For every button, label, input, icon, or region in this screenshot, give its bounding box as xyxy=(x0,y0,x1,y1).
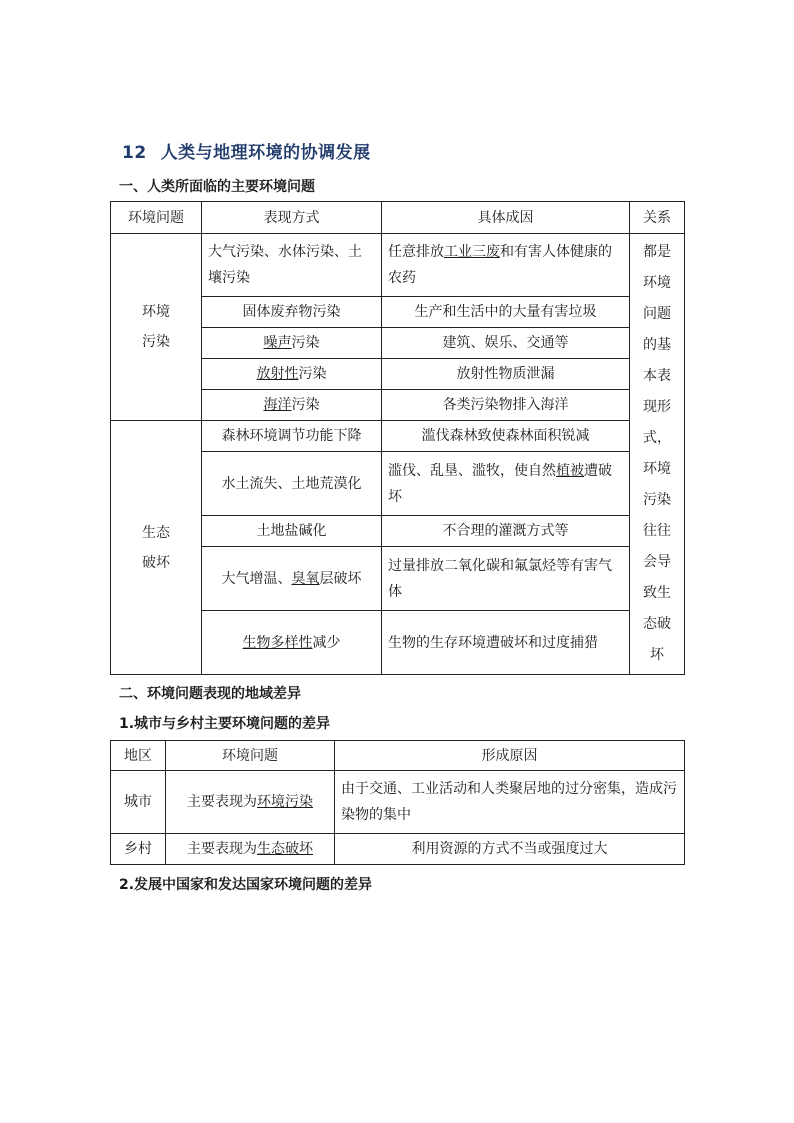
header-cell: 具体成因 xyxy=(382,202,630,234)
cause-cell: 各类污染物排入海洋 xyxy=(382,390,630,421)
group-label: 生态破坏 xyxy=(142,524,170,571)
table-row xyxy=(111,421,685,452)
manifestation-cell: 大气污染、水体污染、土壤污染 xyxy=(202,234,382,297)
cause-cell: 生物的生存环境遭破坏和过度捕猎 xyxy=(382,611,630,675)
reason-cell: 由于交通、工业活动和人类聚居地的过分密集，造成污染物的集中 xyxy=(335,771,685,834)
region-cell: 乡村 xyxy=(111,834,166,865)
header-cell: 环境问题 xyxy=(166,741,335,771)
subsection1-heading: 1.城市与乡村主要环境问题的差异 xyxy=(119,716,331,732)
manifestation-cell: 放射性污染 xyxy=(202,359,382,390)
header-cell: 形成原因 xyxy=(335,741,685,771)
chapter-title: 人类与地理环境的协调发展 xyxy=(160,143,371,163)
header-cell: 地区 xyxy=(111,741,166,771)
cause-cell: 过量排放二氧化碳和氟氯烃等有害气体 xyxy=(382,547,630,611)
manifestation-cell: 固体废弃物污染 xyxy=(202,297,382,328)
cause-cell: 放射性物质泄漏 xyxy=(382,359,630,390)
section1-heading: 一、人类所面临的主要环境问题 xyxy=(119,179,315,195)
manifestation-cell: 水土流失、土地荒漠化 xyxy=(202,452,382,516)
manifestation-cell: 噪声污染 xyxy=(202,328,382,359)
section2-heading: 二、环境问题表现的地域差异 xyxy=(119,686,301,702)
header-cell: 关系 xyxy=(630,202,685,234)
region-cell: 城市 xyxy=(111,771,166,834)
problem-cell: 主要表现为环境污染 xyxy=(166,771,335,834)
header-cell: 表现方式 xyxy=(202,202,382,234)
cause-cell: 滥伐、乱垦、滥牧，使自然植被遭破坏 xyxy=(382,452,630,516)
urban-rural-table xyxy=(110,740,685,865)
reason-cell: 利用资源的方式不当或强度过大 xyxy=(335,834,685,865)
manifestation-cell: 土地盐碱化 xyxy=(202,516,382,547)
table-row xyxy=(111,834,685,865)
manifestation-cell: 海洋污染 xyxy=(202,390,382,421)
group-cell-damage xyxy=(111,421,202,675)
subsection2-heading: 2.发展中国家和发达国家环境问题的差异 xyxy=(119,877,373,893)
relation-cell: 都是环境问题的基本表现形式，环境污染往往会导致生态破坏 xyxy=(630,234,685,675)
cause-cell: 不合理的灌溉方式等 xyxy=(382,516,630,547)
manifestation-cell: 森林环境调节功能下降 xyxy=(202,421,382,452)
problem-cell: 主要表现为生态破坏 xyxy=(166,834,335,865)
cause-cell: 滥伐森林致使森林面积锐减 xyxy=(382,421,630,452)
group-cell-pollution xyxy=(111,234,202,421)
table-header-row xyxy=(111,741,685,771)
chapter-number: 12 xyxy=(122,143,147,163)
cause-cell: 生产和生活中的大量有害垃圾 xyxy=(382,297,630,328)
manifestation-cell: 大气增温、臭氧层破坏 xyxy=(202,547,382,611)
manifestation-cell: 生物多样性减少 xyxy=(202,611,382,675)
group-label: 环境污染 xyxy=(142,304,170,350)
header-cell: 环境问题 xyxy=(111,202,202,234)
table-header-row xyxy=(111,202,685,234)
table-row xyxy=(111,234,685,297)
cause-cell: 建筑、娱乐、交通等 xyxy=(382,328,630,359)
table-row xyxy=(111,771,685,834)
page-title xyxy=(122,138,371,163)
environment-problems-table xyxy=(110,201,685,675)
cause-cell: 任意排放工业三废和有害人体健康的农药 xyxy=(382,234,630,297)
